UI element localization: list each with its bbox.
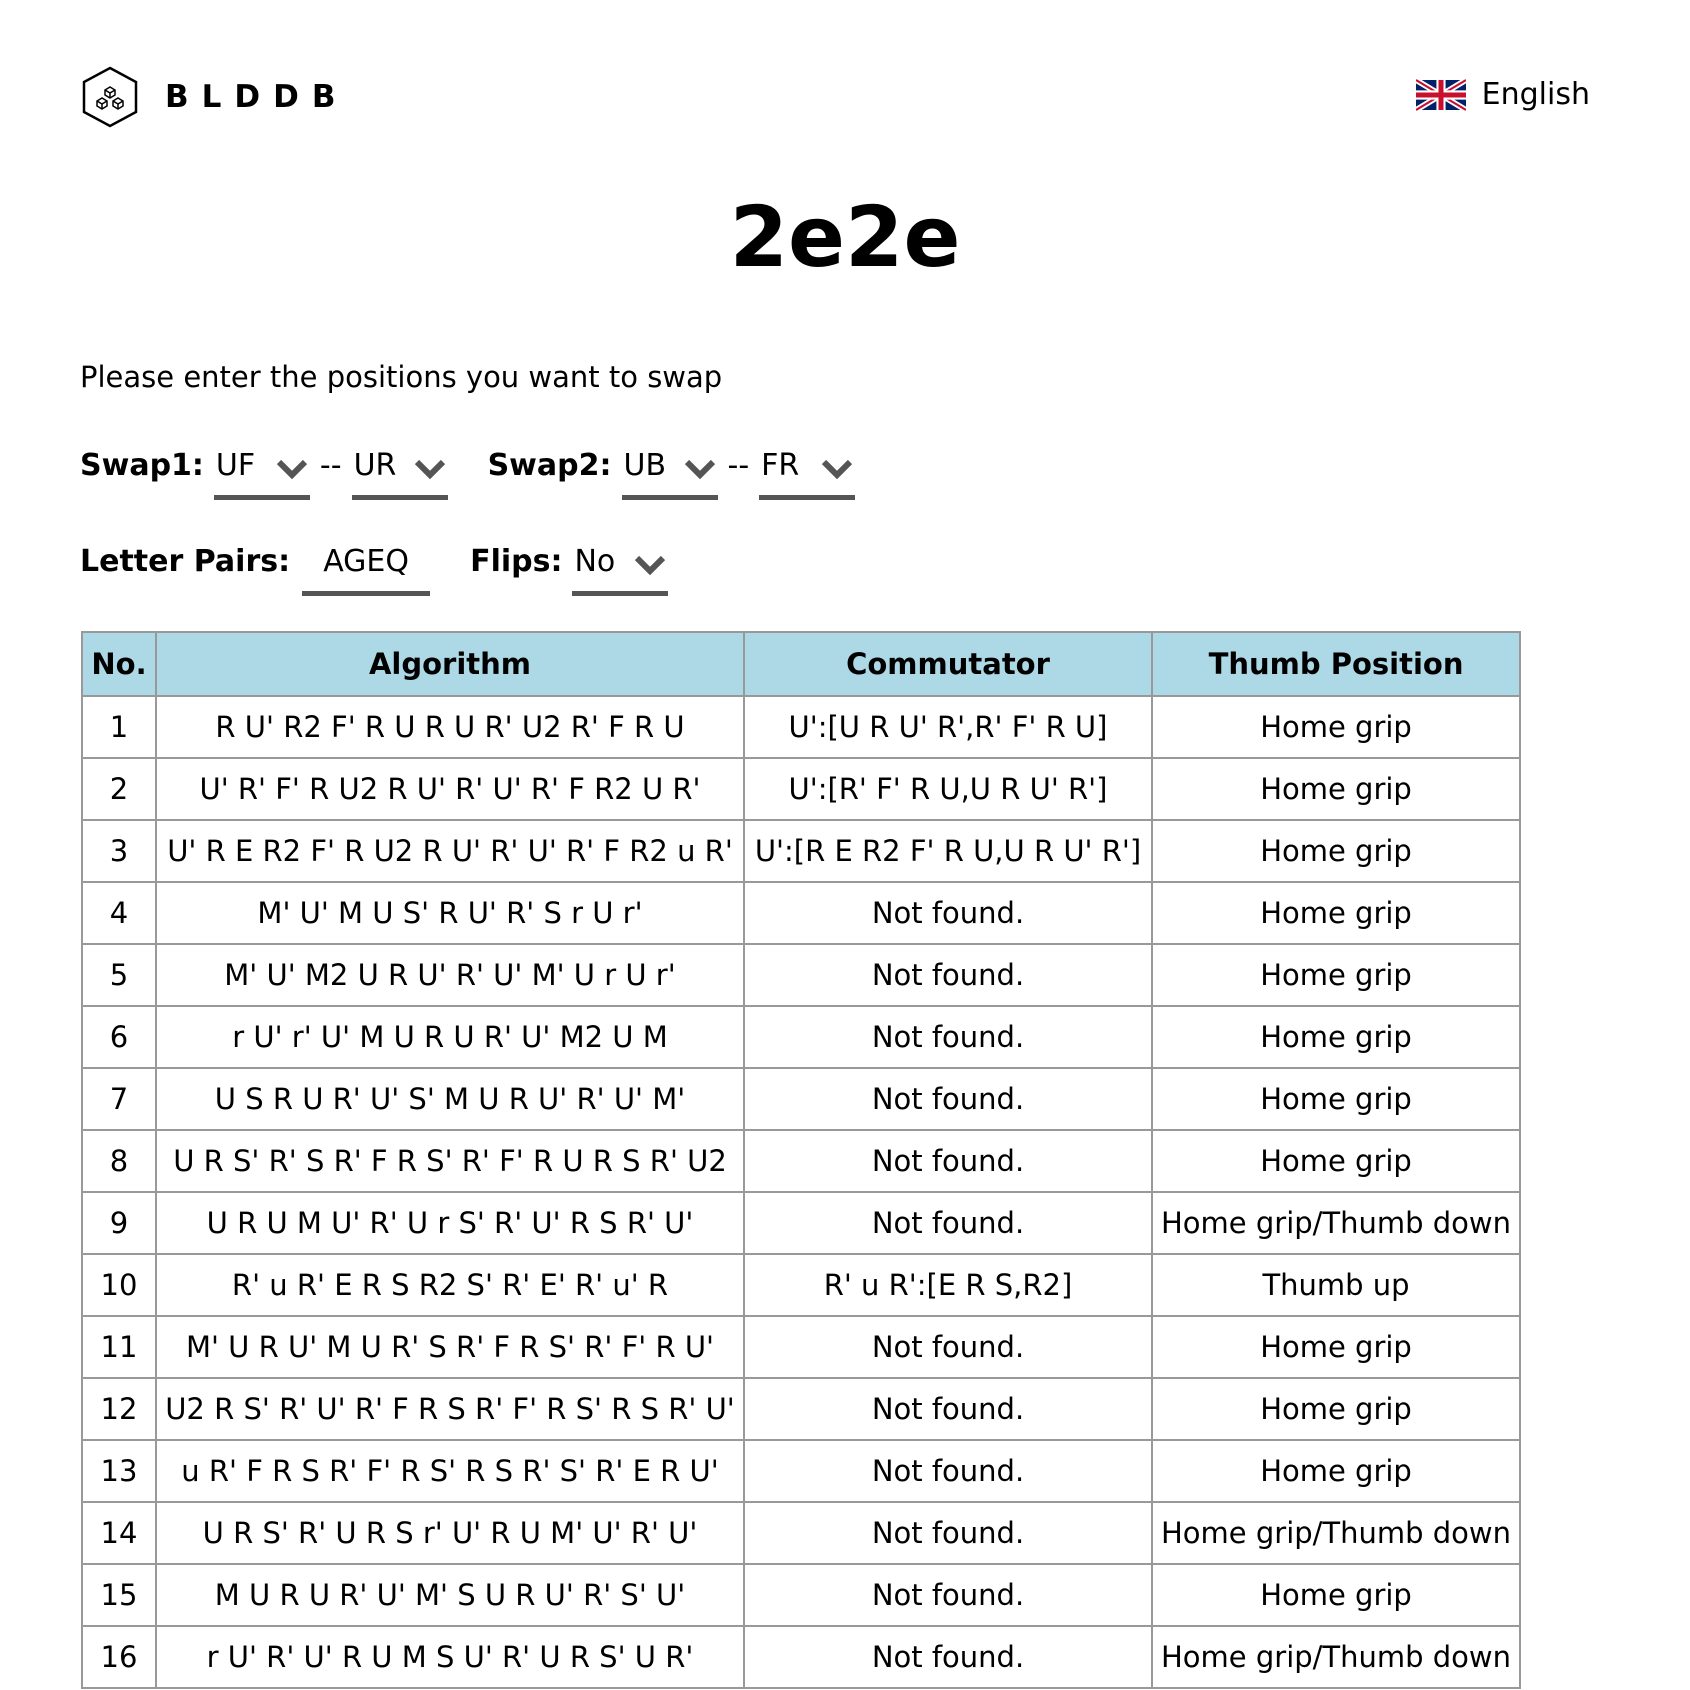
commutator-cell: Not found. [744, 1068, 1152, 1130]
algorithm-cell: U R S' R' S R' F R S' R' F' R U R S R' U2 [156, 1130, 744, 1192]
thumb-position-cell: Thumb up [1152, 1254, 1520, 1316]
header-commutator: Commutator [744, 632, 1152, 696]
thumb-position-cell: Home grip [1152, 758, 1520, 820]
algorithm-cell: u R' F R S R' F' R S' R S R' S' R' E R U' [156, 1440, 744, 1502]
chevron-down-icon [414, 458, 446, 480]
table-row [82, 820, 1520, 882]
language-label: English [1481, 77, 1590, 112]
logo-link[interactable] [80, 65, 348, 129]
algorithm-cell: r U' r' U' M U R U R' U' M2 U M [156, 1006, 744, 1068]
thumb-position-cell: Home grip [1152, 1130, 1520, 1192]
table-row [82, 1378, 1520, 1440]
thumb-position-cell: Home grip [1152, 1006, 1520, 1068]
instruction-text: Please enter the positions you want to swap [80, 360, 723, 394]
commutator-cell: U':[R' F' R U,U R U' R'] [744, 758, 1152, 820]
header-algorithm: Algorithm [156, 632, 744, 696]
table-row [82, 882, 1520, 944]
table-row [82, 1440, 1520, 1502]
table-row [82, 1006, 1520, 1068]
options-controls [80, 544, 668, 596]
header-thumb-position: Thumb Position [1152, 632, 1520, 696]
commutator-cell: Not found. [744, 1378, 1152, 1440]
commutator-cell: Not found. [744, 944, 1152, 1006]
algorithm-cell: U R U M U' R' U r S' R' U' R S R' U' [156, 1192, 744, 1254]
swap2-to-value: FR [761, 448, 800, 483]
thumb-position-cell: Home grip [1152, 1440, 1520, 1502]
swap1-to-select[interactable] [352, 448, 448, 500]
flips-label: Flips: [470, 544, 563, 579]
thumb-position-cell: Home grip [1152, 882, 1520, 944]
table-row [82, 944, 1520, 1006]
swap1-separator: -- [319, 448, 342, 483]
language-selector[interactable] [1416, 77, 1590, 112]
row-number: 5 [82, 944, 156, 1006]
row-number: 9 [82, 1192, 156, 1254]
commutator-cell: U':[U R U' R',R' F' R U] [744, 696, 1152, 758]
chevron-down-icon [684, 458, 716, 480]
row-number: 11 [82, 1316, 156, 1378]
site-header [80, 62, 1590, 132]
thumb-position-cell: Home grip [1152, 1068, 1520, 1130]
algorithm-cell: R' u R' E R S R2 S' R' E' R' u' R [156, 1254, 744, 1316]
swap1-label: Swap1: [80, 448, 204, 483]
page-title: 2e2e [729, 188, 961, 286]
table-row [82, 696, 1520, 758]
algorithm-cell: U2 R S' R' U' R' F R S R' F' R S' R S R' U' [156, 1378, 744, 1440]
cube-hexagon-icon [80, 65, 140, 129]
row-number: 15 [82, 1564, 156, 1626]
commutator-cell: R' u R':[E R S,R2] [744, 1254, 1152, 1316]
algorithm-cell: M U R U R' U' M' S U R U' R' S' U' [156, 1564, 744, 1626]
flips-value: No [574, 544, 616, 579]
algorithm-cell: U' R E R2 F' R U2 R U' R' U' R' F R2 u R' [156, 820, 744, 882]
swap2-from-select[interactable] [622, 448, 718, 500]
table-row [82, 1316, 1520, 1378]
thumb-position-cell: Home grip [1152, 696, 1520, 758]
letter-pairs-label: Letter Pairs: [80, 544, 291, 579]
commutator-cell: Not found. [744, 1006, 1152, 1068]
row-number: 16 [82, 1626, 156, 1688]
row-number: 1 [82, 696, 156, 758]
algorithm-cell: M' U' M U S' R U' R' S r U r' [156, 882, 744, 944]
algorithm-cell: U S R U R' U' S' M U R U' R' U' M' [156, 1068, 744, 1130]
swap2-label: Swap2: [487, 448, 612, 483]
swap2-separator: -- [727, 448, 750, 483]
thumb-position-cell: Home grip/Thumb down [1152, 1502, 1520, 1564]
table-row [82, 1626, 1520, 1688]
algorithm-cell: M' U' M2 U R U' R' U' M' U r U r' [156, 944, 744, 1006]
thumb-position-cell: Home grip [1152, 1316, 1520, 1378]
table-row [82, 1564, 1520, 1626]
thumb-position-cell: Home grip/Thumb down [1152, 1192, 1520, 1254]
thumb-position-cell: Home grip [1152, 1564, 1520, 1626]
row-number: 3 [82, 820, 156, 882]
swap2-from-value: UB [623, 448, 667, 483]
table-row [82, 758, 1520, 820]
algorithms-table [81, 631, 1521, 1689]
thumb-position-cell: Home grip [1152, 820, 1520, 882]
commutator-cell: Not found. [744, 1502, 1152, 1564]
chevron-down-icon [821, 458, 853, 480]
thumb-position-cell: Home grip/Thumb down [1152, 1626, 1520, 1688]
algorithm-cell: r U' R' U' R U M S U' R' U R S' U R' [156, 1626, 744, 1688]
chevron-down-icon [634, 554, 666, 576]
commutator-cell: Not found. [744, 1130, 1152, 1192]
algorithm-cell: R U' R2 F' R U R U R' U2 R' F R U [156, 696, 744, 758]
swap1-from-select[interactable] [214, 448, 310, 500]
swap1-to-value: UR [353, 448, 397, 483]
header-no: No. [82, 632, 156, 696]
table-row [82, 1254, 1520, 1316]
flips-select[interactable] [572, 544, 668, 596]
thumb-position-cell: Home grip [1152, 944, 1520, 1006]
swap2-to-select[interactable] [759, 448, 855, 500]
table-header-row [82, 632, 1520, 696]
letter-pairs-input[interactable]: AGEQ [302, 544, 430, 596]
row-number: 13 [82, 1440, 156, 1502]
row-number: 14 [82, 1502, 156, 1564]
row-number: 2 [82, 758, 156, 820]
row-number: 7 [82, 1068, 156, 1130]
row-number: 10 [82, 1254, 156, 1316]
brand-name: BLDDB [165, 79, 349, 115]
algorithm-cell: U' R' F' R U2 R U' R' U' R' F R2 U R' [156, 758, 744, 820]
commutator-cell: Not found. [744, 1626, 1152, 1688]
swap1-from-value: UF [215, 448, 256, 483]
table-row [82, 1130, 1520, 1192]
commutator-cell: Not found. [744, 1192, 1152, 1254]
row-number: 4 [82, 882, 156, 944]
commutator-cell: Not found. [744, 882, 1152, 944]
row-number: 6 [82, 1006, 156, 1068]
table-row [82, 1192, 1520, 1254]
commutator-cell: U':[R E R2 F' R U,U R U' R'] [744, 820, 1152, 882]
chevron-down-icon [276, 458, 308, 480]
algorithm-cell: U R S' R' U R S r' U' R U M' U' R' U' [156, 1502, 744, 1564]
commutator-cell: Not found. [744, 1440, 1152, 1502]
uk-flag-icon [1416, 79, 1466, 111]
row-number: 12 [82, 1378, 156, 1440]
table-row [82, 1068, 1520, 1130]
algorithm-cell: M' U R U' M U R' S R' F R S' R' F' R U' [156, 1316, 744, 1378]
swap-controls [80, 448, 855, 500]
table-row [82, 1502, 1520, 1564]
commutator-cell: Not found. [744, 1316, 1152, 1378]
row-number: 8 [82, 1130, 156, 1192]
thumb-position-cell: Home grip [1152, 1378, 1520, 1440]
commutator-cell: Not found. [744, 1564, 1152, 1626]
